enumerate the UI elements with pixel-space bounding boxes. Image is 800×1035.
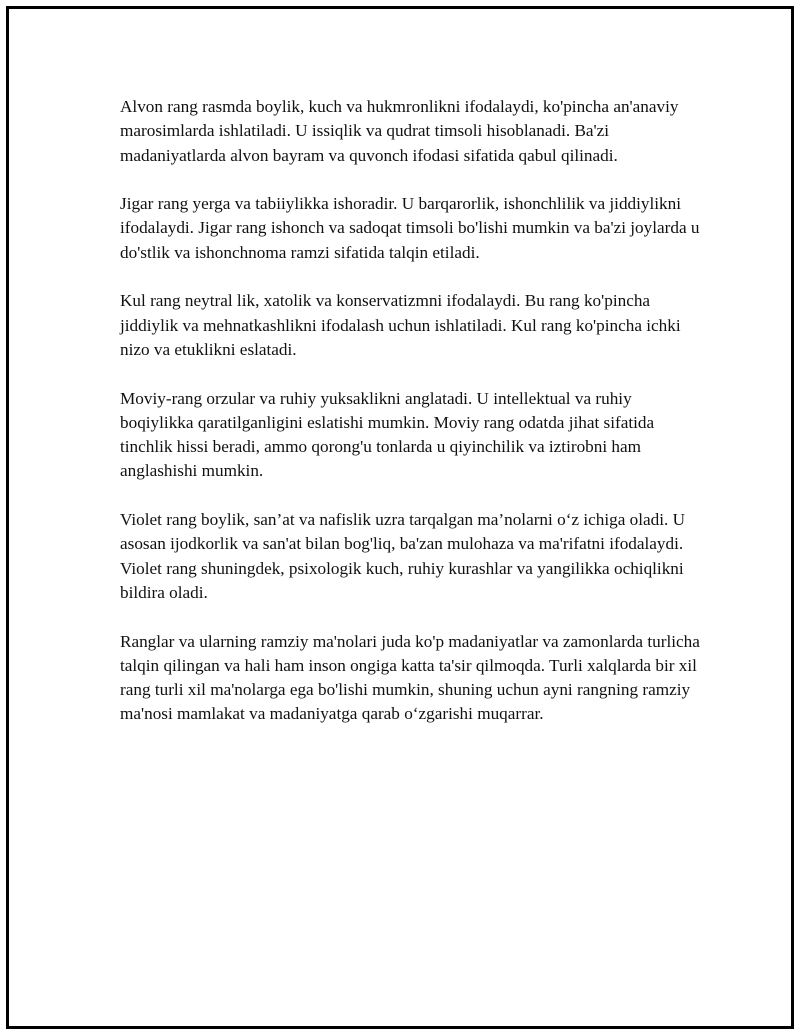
document-body: [120, 95, 700, 751]
paragraph-jigar: Jigar rang yerga va tabiiylikka ishoradir. U barqarorlik, ishonchlilik va jiddiylikni ifodalaydi. Jigar rang ishonch va sadoqat timsoli bo'lishi mumkin va ba'zi joylarda u do'stlik va ishonchnoma ramzi sifatida talqin etiladi.: [120, 194, 700, 262]
paragraph-violet: Violet rang boylik, san’at va nafislik uzra tarqalgan ma’nolarni o‘z ichiga oladi. U asosan ijodkorlik va san'at bilan bog'liq, ba'zan mulohaza va ma'rifatni ifodalaydi. Violet rang shuningdek, psixologik kuch, ruhiy kurashlar va yangilikka ochiqlikni bildira oladi.: [120, 510, 686, 602]
paragraph-conclusion: Ranglar va ularning ramziy ma'nolari juda ko'p madaniyatlar va zamonlarda turlicha talqin qilingan va hali ham inson ongiga katta ta'sir qilmoqda. Turli xalqlarda bir xil rang turli xil ma'nolarga ega bo'lishi mumkin, shuning uchun ayni rangning ramziy ma'nosi mamlakat va madaniyatga qarab o‘zgarishi muqarrar.: [120, 631, 700, 724]
page-frame: [6, 6, 794, 1029]
paragraph-kul: Kul rang neytral lik, xatolik va konservatizmni ifodalaydi. Bu rang ko'pincha jiddiylik va mehnatkashlikni ifodalash uchun ishlatiladi. Kul rang ko'pincha ichki nizo va etuklikni eslatadi.: [120, 291, 681, 359]
paragraph-moviy: Moviy-rang orzular va ruhiy yuksaklikni anglatadi. U intellektual va ruhiy boqiylikka qaratilganligini eslatishi mumkin. Moviy rang odatda jihat sifatida tinchlik hissi beradi, ammo qorong'u tonlarda u qiyinchilik va iztirobni ham anglashishi mumkin.: [120, 388, 655, 481]
paragraph-alvon: Alvon rang rasmda boylik, kuch va hukmronlikni ifodalaydi, ko'pincha an'anaviy marosimlarda ishlatiladi. U issiqlik va qudrat timsoli hisoblanadi. Ba'zi madaniyatlarda alvon bayram va quvonch ifodasi sifatida qabul qilinadi.: [120, 97, 679, 165]
